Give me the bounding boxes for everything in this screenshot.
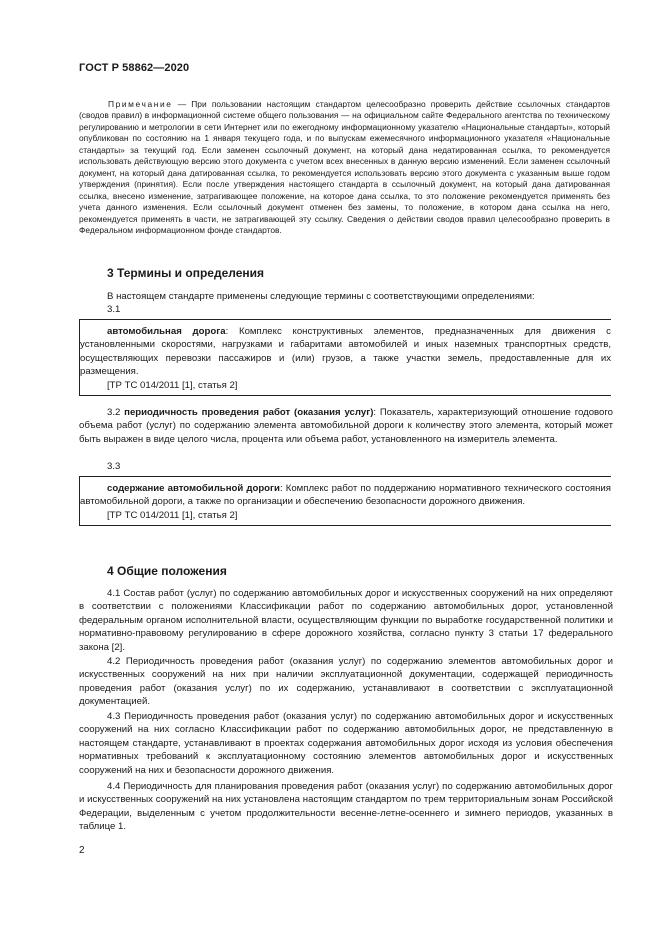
term-3-3-term: содержание автомобильной дороги	[107, 483, 280, 494]
document-header: ГОСТ Р 58862—2020	[79, 62, 190, 74]
page-number: 2	[79, 845, 85, 856]
term-3-2-definition: : Показатель, характеризующий отношение годового объема работ (услуг) по содержанию элемента автомобильной дороги к количеству этого элемента, который может быть выражен в виде целого числа, процента или объема работ, установленного на измеритель элемента.	[79, 407, 613, 445]
note-label: Примечание	[108, 99, 173, 109]
term-3-2-number: 3.2	[107, 407, 121, 418]
section-4-heading: 4 Общие положения	[107, 564, 227, 578]
section-3-heading: 3 Термины и определения	[107, 266, 265, 280]
term-3-1-box	[79, 319, 611, 396]
term-3-1-number: 3.1	[107, 304, 121, 315]
section-3-intro: В настоящем стандарте применены следующие термины с соответствующими определениями:	[107, 291, 535, 302]
term-3-3-box	[79, 476, 611, 526]
term-3-1-term: автомобильная дорога	[107, 326, 226, 337]
term-3-3-definition: содержание автомобильной дороги: Комплекс работ по поддержанию нормативного технического состояния автомобильной дороги, а также по организации и обеспечению безопасности дорожного движения.	[80, 483, 611, 508]
term-3-3-source: [ТР ТС 014/2011 [1], статья 2]	[107, 509, 238, 521]
clause-4-1: 4.1 Состав работ (услуг) по содержанию автомобильных дорог и искусственных сооружений на них определяют в соответствии с положениями Классификации работ по содержанию автомобильных дорог, установленной федеральным органом исполнительной власти, осуществляющим функции по выработке государственной политики и нормативно-правовому регулированию в сфере дорожного хозяйства, согласно пункту 3 статьи 17 федерального закона [2].	[79, 588, 613, 653]
reference-note	[79, 99, 610, 236]
term-3-2-term: периодичность проведения работ (оказания услуг)	[124, 407, 374, 418]
clause-4-4: 4.4 Периодичность для планирования проведения работ (оказания услуг) по содержанию автомобильных дорог и искусственных сооружений на них установлена настоящим стандартом по трем территориальным зонам Российской Федерации, выделенным с учетом продолжительности весенне-летне-осеннего и зимнего периодов, указанных в таблице 1.	[79, 781, 613, 833]
term-3-1-definition: автомобильная дорога: Комплекс конструктивных элементов, предназначенных для движения с установленными скоростями, нагрузками и габаритами автомобилей и иных наземных транспортных средств, осуществляющих перевозки пассажиров и (или) грузов, а также участки земель, предоставленные для их размещения.	[80, 326, 611, 378]
note-text: — При пользовании настоящим стандартом целесообразно проверить действие ссылочных стандартов (сводов правил) в информационной системе общего пользования — на официальном сайте Федерального агентства по техническому регулированию и метрологии в сети Интернет или по ежегодному информационному указателю «Национальные стандарты», который опубликован по состоянию на 1 января текущего года, и по выпускам ежемесячного информационного указателя «Национальные стандарты» за текущий год. Если заменен ссылочный документ, на который дана недатированная ссылка, то рекомендуется использовать действующую версию этого документа с учетом всех внесенных в данную версию изменений. Если заменен ссылочный документ, на который дана датированная ссылка, то рекомендуется использовать версию этого документа с указанным выше годом утверждения (принятия). Если после утверждения настоящего стандарта в ссылочный документ, на который дана датированная ссылка, внесено изменение, затрагивающее положение, на которое дана ссылка, то это положение рекомендуется применять без учета данного изменения. Если ссылочный документ отменен без замены, то положение, в котором дана ссылка на него, рекомендуется применять в части, не затрагивающей эту ссылку. Сведения о действии сводов правил целесообразно проверить в Федеральном информационном фонде стандартов.	[79, 99, 610, 235]
term-3-2	[79, 406, 613, 446]
clause-4-2: 4.2 Периодичность проведения работ (оказания услуг) по содержанию элементов автомобильных дорог и искусственных сооружений на них при наличии эксплуатационной документации, содержащей периодичность проведения работ (оказания услуг) по их содержанию, устанавливают в соответствии с эксплуатационной документацией.	[79, 656, 613, 708]
term-3-3-number: 3.3	[107, 461, 121, 472]
clause-4-3: 4.3 Периодичность проведения работ (оказания услуг) по содержанию автомобильных дорог и искусственных сооружений на них согласно Классификации работ по содержанию автомобильных дорог, не представленную в настоящем стандарте, устанавливают в проектах содержания автомобильных дорог исходя из условия обеспечения нормативных требований к эксплуатационному состоянию элементов автомобильных дорог и искусственных сооружений на них и безопасности дорожного движения.	[79, 711, 613, 776]
term-3-1-source: [ТР ТС 014/2011 [1], статья 2]	[107, 379, 238, 391]
